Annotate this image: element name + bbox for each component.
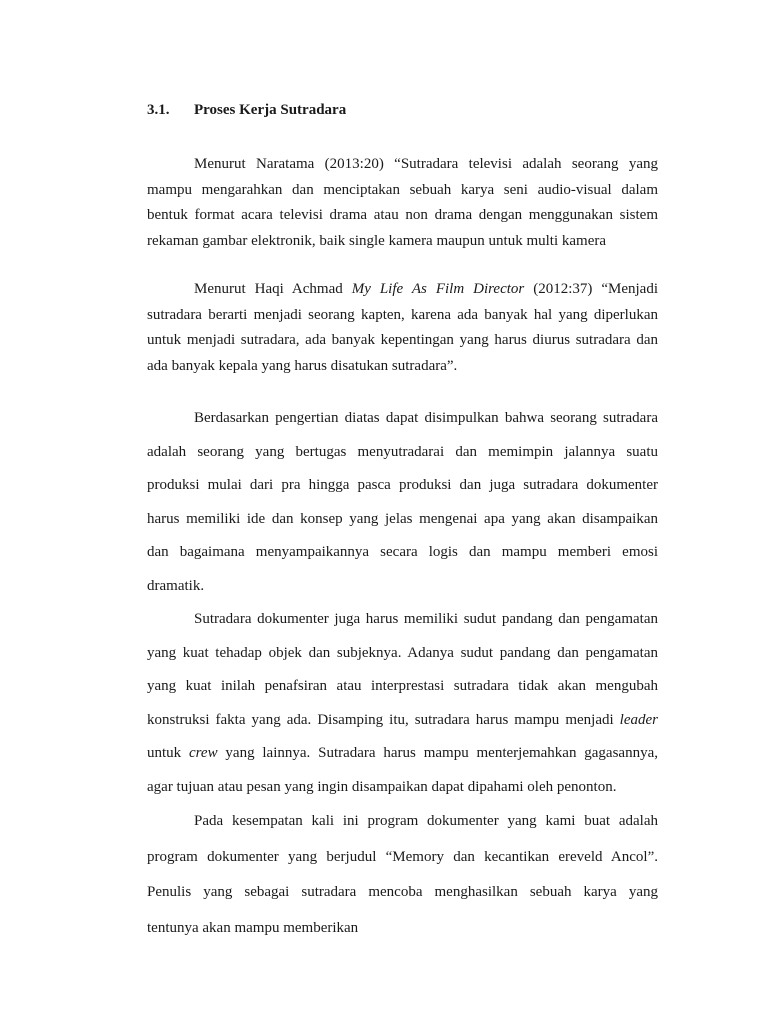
text-line: ada banyak kepala yang harus disatukan sutradara”. xyxy=(147,357,458,374)
text-run: untuk xyxy=(147,745,189,762)
text-line: program dokumenter yang berjudul “Memory dan kecantikan ereveld Ancol”. xyxy=(147,848,658,865)
text-line: Menurut Naratama (2013:20) “Sutradara televisi adalah seorang yang xyxy=(194,156,658,172)
italic-term: leader xyxy=(619,711,658,728)
section-title: Proses Kerja Sutradara xyxy=(194,102,347,118)
text-line: rekaman gambar elektronik, baik single kamera maupun untuk multi kamera xyxy=(147,232,607,249)
text-line xyxy=(147,277,658,303)
book-title: My Life As Film Director xyxy=(351,281,525,297)
text-line: Sutradara dokumenter juga harus memiliki sudut pandang dan pengamatan xyxy=(194,611,658,627)
text-line: Penulis yang sebagai sutradara mencoba menghasilkan sebuah karya yang xyxy=(147,884,658,900)
text-line xyxy=(147,737,658,771)
text-line: Pada kesempatan kali ini program dokumenter yang kami buat adalah xyxy=(194,813,658,829)
section-number: 3.1. xyxy=(147,102,170,118)
text-line xyxy=(147,704,658,738)
text-line: harus memiliki ide dan konsep yang jelas mengenai apa yang akan disampaikan xyxy=(147,510,658,527)
text-run: (2012:37) “Menjadi xyxy=(524,281,658,297)
text-line: adalah seorang yang bertugas menyutradarai dan memimpin jalannya suatu xyxy=(147,443,658,460)
text-line: dan bagaimana menyampaikannya secara logis dan mampu memberi emosi xyxy=(147,544,658,560)
text-line: Berdasarkan pengertian diatas dapat disimpulkan bahwa seorang sutradara xyxy=(194,410,658,426)
text-line: yang kuat tehadap objek dan subjeknya. Adanya sudut pandang dan pengamatan xyxy=(147,644,658,661)
section-heading xyxy=(147,102,346,119)
text-line: dramatik. xyxy=(147,577,205,594)
text-line: tentunya akan mampu memberikan xyxy=(147,919,359,936)
text-line: agar tujuan atau pesan yang ingin disampaikan dapat dipahami oleh penonton. xyxy=(147,778,617,795)
paragraph-conclusion xyxy=(147,402,658,603)
paragraph-naratama xyxy=(147,152,658,254)
text-run: Menurut Haqi Achmad xyxy=(194,281,352,297)
paragraph-documentary-director xyxy=(147,603,658,805)
text-line: bentuk format acara televisi drama atau non drama dengan menggunakan sistem xyxy=(147,207,658,223)
text-line: sutradara berarti menjadi seorang kapten, karena ada banyak hal yang diperlukan xyxy=(147,306,658,323)
paragraph-haqi-achmad xyxy=(147,277,658,379)
paragraph-program xyxy=(147,804,658,946)
text-run: konstruksi fakta yang ada. Disamping itu, sutradara harus mampu menjadi xyxy=(147,711,620,728)
text-line: yang kuat inilah penafsiran atau interprestasi sutradara tidak akan mengubah xyxy=(147,678,658,695)
text-line: mampu mengarahkan dan menciptakan sebuah karya seni audio-visual dalam xyxy=(147,181,658,198)
italic-term: crew xyxy=(188,745,218,762)
text-line: produksi mulai dari pra hingga pasca produksi dan juga sutradara dokumenter xyxy=(147,477,658,493)
text-line: untuk menjadi sutradara, ada banyak kepentingan yang harus diurus sutradara dan xyxy=(147,332,658,348)
text-run: yang lainnya. Sutradara harus mampu menterjemahkan gagasannya, xyxy=(217,745,658,762)
